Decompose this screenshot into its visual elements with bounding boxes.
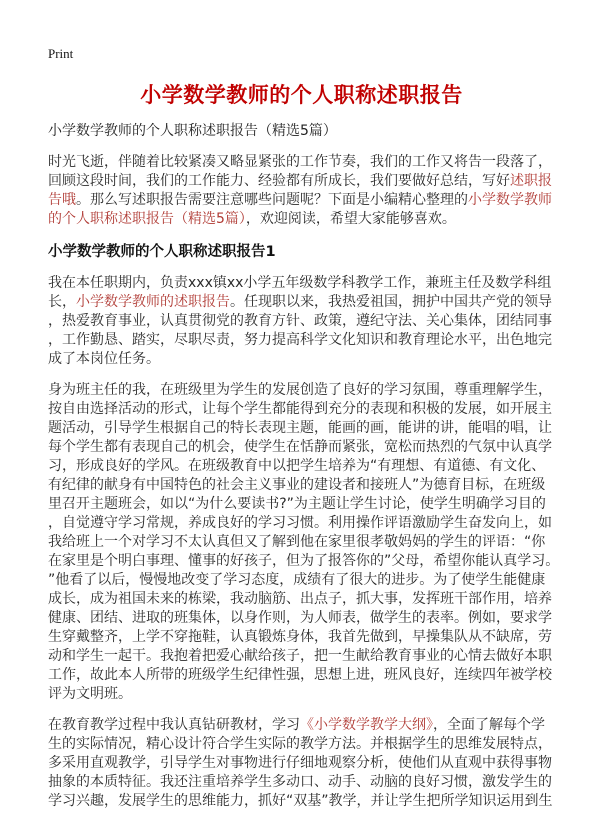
text-run: ，全面了解每个学生的实际情况，精心设计符合学生实际的教学方法。并根据学生的思维发展特点，多采用直观教学，引导学生对事物进行仔细地观察分析，使他们从直观中获得事物抽象的本质特征。我还注重培养学生多动口、动手、动脑的良好习惯，激发学生的学习兴趣，发展学生的思维能力，抓好“双基”教学，并让学生把所学知识运用到生 xyxy=(48,717,553,809)
intro-paragraph xyxy=(48,153,555,229)
section-heading: 小学数学教师的个人职称述职报告1 xyxy=(48,244,276,260)
text-run-highlight: 小学数学教师的个人职称述职报告（精选5篇） xyxy=(48,192,552,227)
text-run: 我在本任职期内，负责xxx镇xx小学五年级数学科教学工作，兼班主任及数学科组长， xyxy=(48,275,552,310)
body-paragraph-teaching xyxy=(48,716,555,811)
text-run: 在教育教学过程中我认真钻研教材，学习 xyxy=(48,717,300,733)
text-run-highlight: 《小学数学教学大纲》 xyxy=(300,717,433,733)
text-run: 。任现职以来，我热爱祖国，拥护中国共产党的领导，热爱教育事业，认真贯彻党的教育方针、政策，遵纪守法、关心集体，团结同事，工作勤恳、踏实，尽职尽责，努力提高科学文化知识和教育理论水平，出色地完成了本岗位任务。 xyxy=(48,294,552,367)
page-subtitle: 小学数学教师的个人职称述职报告（精选5篇） xyxy=(48,123,337,139)
print-link[interactable]: Print xyxy=(48,46,74,61)
text-run: 身为班主任的我，在班级里为学生的发展创造了良好的学习氛围，尊重理解学生，按自由选择活动的形式，让每个学生都能得到充分的表现和积极的发展，如开展主题活动，引导学生根据自己的特长表现主题，能画的画，能讲的讲，能唱的唱，让每个学生都有表现自己的机会，使学生在恬静而紧张，宽松而热烈的气氛中认真学习，形成良好的学风。在班级教育中以把学生培养为“有理想、有道德、有文化、有纪律的献身有中国特色的社会主义事业的建设者和接班人”为德育目标，在班级里召开主题班会，如以“为什么要读书?”为主题让学生讨论，使学生明确学习目的，自觉遵守学习常规，养成良好的学习习惯。利用操作评语激励学生奋发向上，如我给班上一个对学习不太认真但又了解到他在家里很孝敬妈妈的学生的评语：“你在家里是个明白事理、懂事的好孩子，但为了报答你的”父母，希望你能认真学习。”他看了以后，慢慢地改变了学习态度，成绩有了很大的进步。为了使学生能健康成长，成为祖国未来的栋梁，我动脑筋、出点子，抓大事，发挥班干部作用，培养健康、团结、进取的班集体，以身作则，为人师表，做学生的表率。例如，要求学生穿戴整齐，上学不穿拖鞋，认真锻炼身体，我首先做到，早操集队从不缺席，劳动和学生一起干。我抱着把爱心献给孩子，把一生献给教育事业的心情去做好本职工作，故此本人所带的班级学生纪律性强，思想上进，班风良好，连续四年被学校评为文明班。 xyxy=(48,382,553,702)
text-run-highlight: 小学数学教师的述职报告 xyxy=(76,294,230,310)
page-title: 小学数学教师的个人职称述职报告 xyxy=(140,83,463,107)
body-paragraph-duty xyxy=(48,274,555,369)
text-run: 时光飞逝，伴随着比较紧凑又略显紧张的工作节奏，我们的工作又将告一段落了，回顾这段时间，我们的工作能力、经验都有所成长，我们要做好总结，写好 xyxy=(48,154,552,189)
text-run-highlight: 述职报告哦 xyxy=(48,173,552,208)
body-paragraph-class-teacher xyxy=(48,381,555,704)
text-run: 。那么写述职报告需要注意哪些问题呢？下面是小编精心整理的 xyxy=(76,192,468,208)
text-run: ，欢迎阅读，希望大家能够喜欢。 xyxy=(245,211,456,227)
